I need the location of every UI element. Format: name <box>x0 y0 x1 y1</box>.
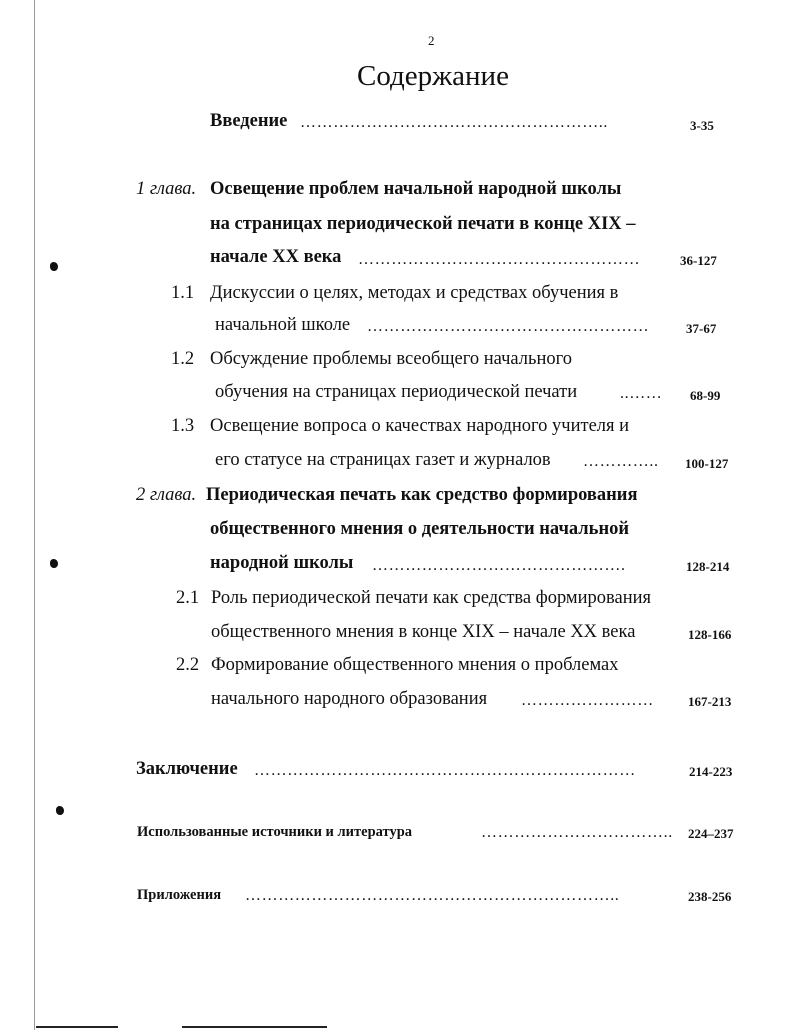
section-1-3-line-1: Освещение вопроса о качествах народного учителя и <box>210 416 630 436</box>
section-2-1-line-1: Роль периодической печати как средства формирования <box>211 588 652 608</box>
section-1-2-line-2: обучения на страницах периодической печати <box>215 382 578 402</box>
section-1-1-number: 1.1 <box>171 283 195 303</box>
chapter1-pages: 36-127 <box>680 253 717 268</box>
punch-hole-mark <box>50 559 58 568</box>
section-1-3-pages: 100-127 <box>685 456 729 471</box>
intro-pages: 3-35 <box>690 118 714 133</box>
section-1-2-line-1: Обсуждение проблемы всеобщего начального <box>210 349 572 369</box>
appendix-label: Приложения <box>137 887 222 903</box>
section-1-3-line-2: его статусе на страницах газет и журналов <box>215 450 551 470</box>
section-2-2-line-2: начального народного образования <box>211 689 488 709</box>
conclusion-pages: 214-223 <box>689 764 733 779</box>
chapter2-title-line-1: Периодическая печать как средство формирования <box>206 485 638 505</box>
appendix-pages: 238-256 <box>688 889 732 904</box>
sources-dots: …………………………….. <box>481 824 673 841</box>
sources-pages: 224–237 <box>688 826 734 841</box>
section-1-2-pages: 68-99 <box>690 388 721 403</box>
section-1-1-dots: …………………………………………… <box>367 318 650 335</box>
section-2-1-line-2: общественного мнения в конце XIX – начале XX века <box>211 622 636 642</box>
punch-hole-mark <box>50 262 58 271</box>
intro-dots: ……………………………………………….. <box>300 114 608 131</box>
section-2-2-line-1: Формирование общественного мнения о проблемах <box>211 655 619 675</box>
conclusion-dots: …………………………………………………………… <box>254 762 636 779</box>
chapter1-title-line-1: Освещение проблем начальной народной школы <box>210 179 622 199</box>
section-1-2-number: 1.2 <box>171 349 195 369</box>
chapter2-title-line-2: общественного мнения о деятельности начальной <box>210 519 630 539</box>
section-2-2-dots: …………………… <box>521 692 654 709</box>
section-1-1-line-1: Дискуссии о целях, методах и средствах обучения в <box>210 283 619 303</box>
page-number: 2 <box>428 33 435 48</box>
section-1-1-line-2: начальной школе <box>215 315 351 335</box>
chapter1-dots: …………………………………………… <box>358 251 641 268</box>
section-2-2-number: 2.2 <box>176 655 200 675</box>
scan-edge-bar <box>182 1026 327 1028</box>
section-2-1-pages: 128-166 <box>688 627 732 642</box>
appendix-dots: ………………………………………………………….. <box>245 887 620 904</box>
intro-label: Введение <box>210 111 288 131</box>
sources-label: Использованные источники и литература <box>137 824 413 840</box>
scan-edge-bar <box>36 1026 118 1028</box>
chapter1-title-line-3: начале XX века <box>210 247 342 267</box>
section-1-3-dots: ………….. <box>583 453 659 470</box>
chapter2-dots: ………………………………………. <box>372 557 626 574</box>
section-1-2-dots: ..…… <box>620 385 663 402</box>
chapter1-label: 1 глава. <box>136 179 197 199</box>
page-title: Содержание <box>357 60 509 92</box>
section-1-1-pages: 37-67 <box>686 321 717 336</box>
section-2-2-pages: 167-213 <box>688 694 732 709</box>
punch-hole-mark <box>56 806 64 815</box>
chapter2-label: 2 глава. <box>136 485 197 505</box>
chapter2-title-line-3: народной школы <box>210 553 354 573</box>
chapter2-pages: 128-214 <box>686 559 730 574</box>
section-2-1-number: 2.1 <box>176 588 200 608</box>
conclusion-label: Заключение <box>136 759 238 779</box>
section-1-3-number: 1.3 <box>171 416 195 436</box>
chapter1-title-line-2: на страницах периодической печати в конце XIX – <box>210 214 636 234</box>
scan-margin-line <box>34 0 35 1030</box>
